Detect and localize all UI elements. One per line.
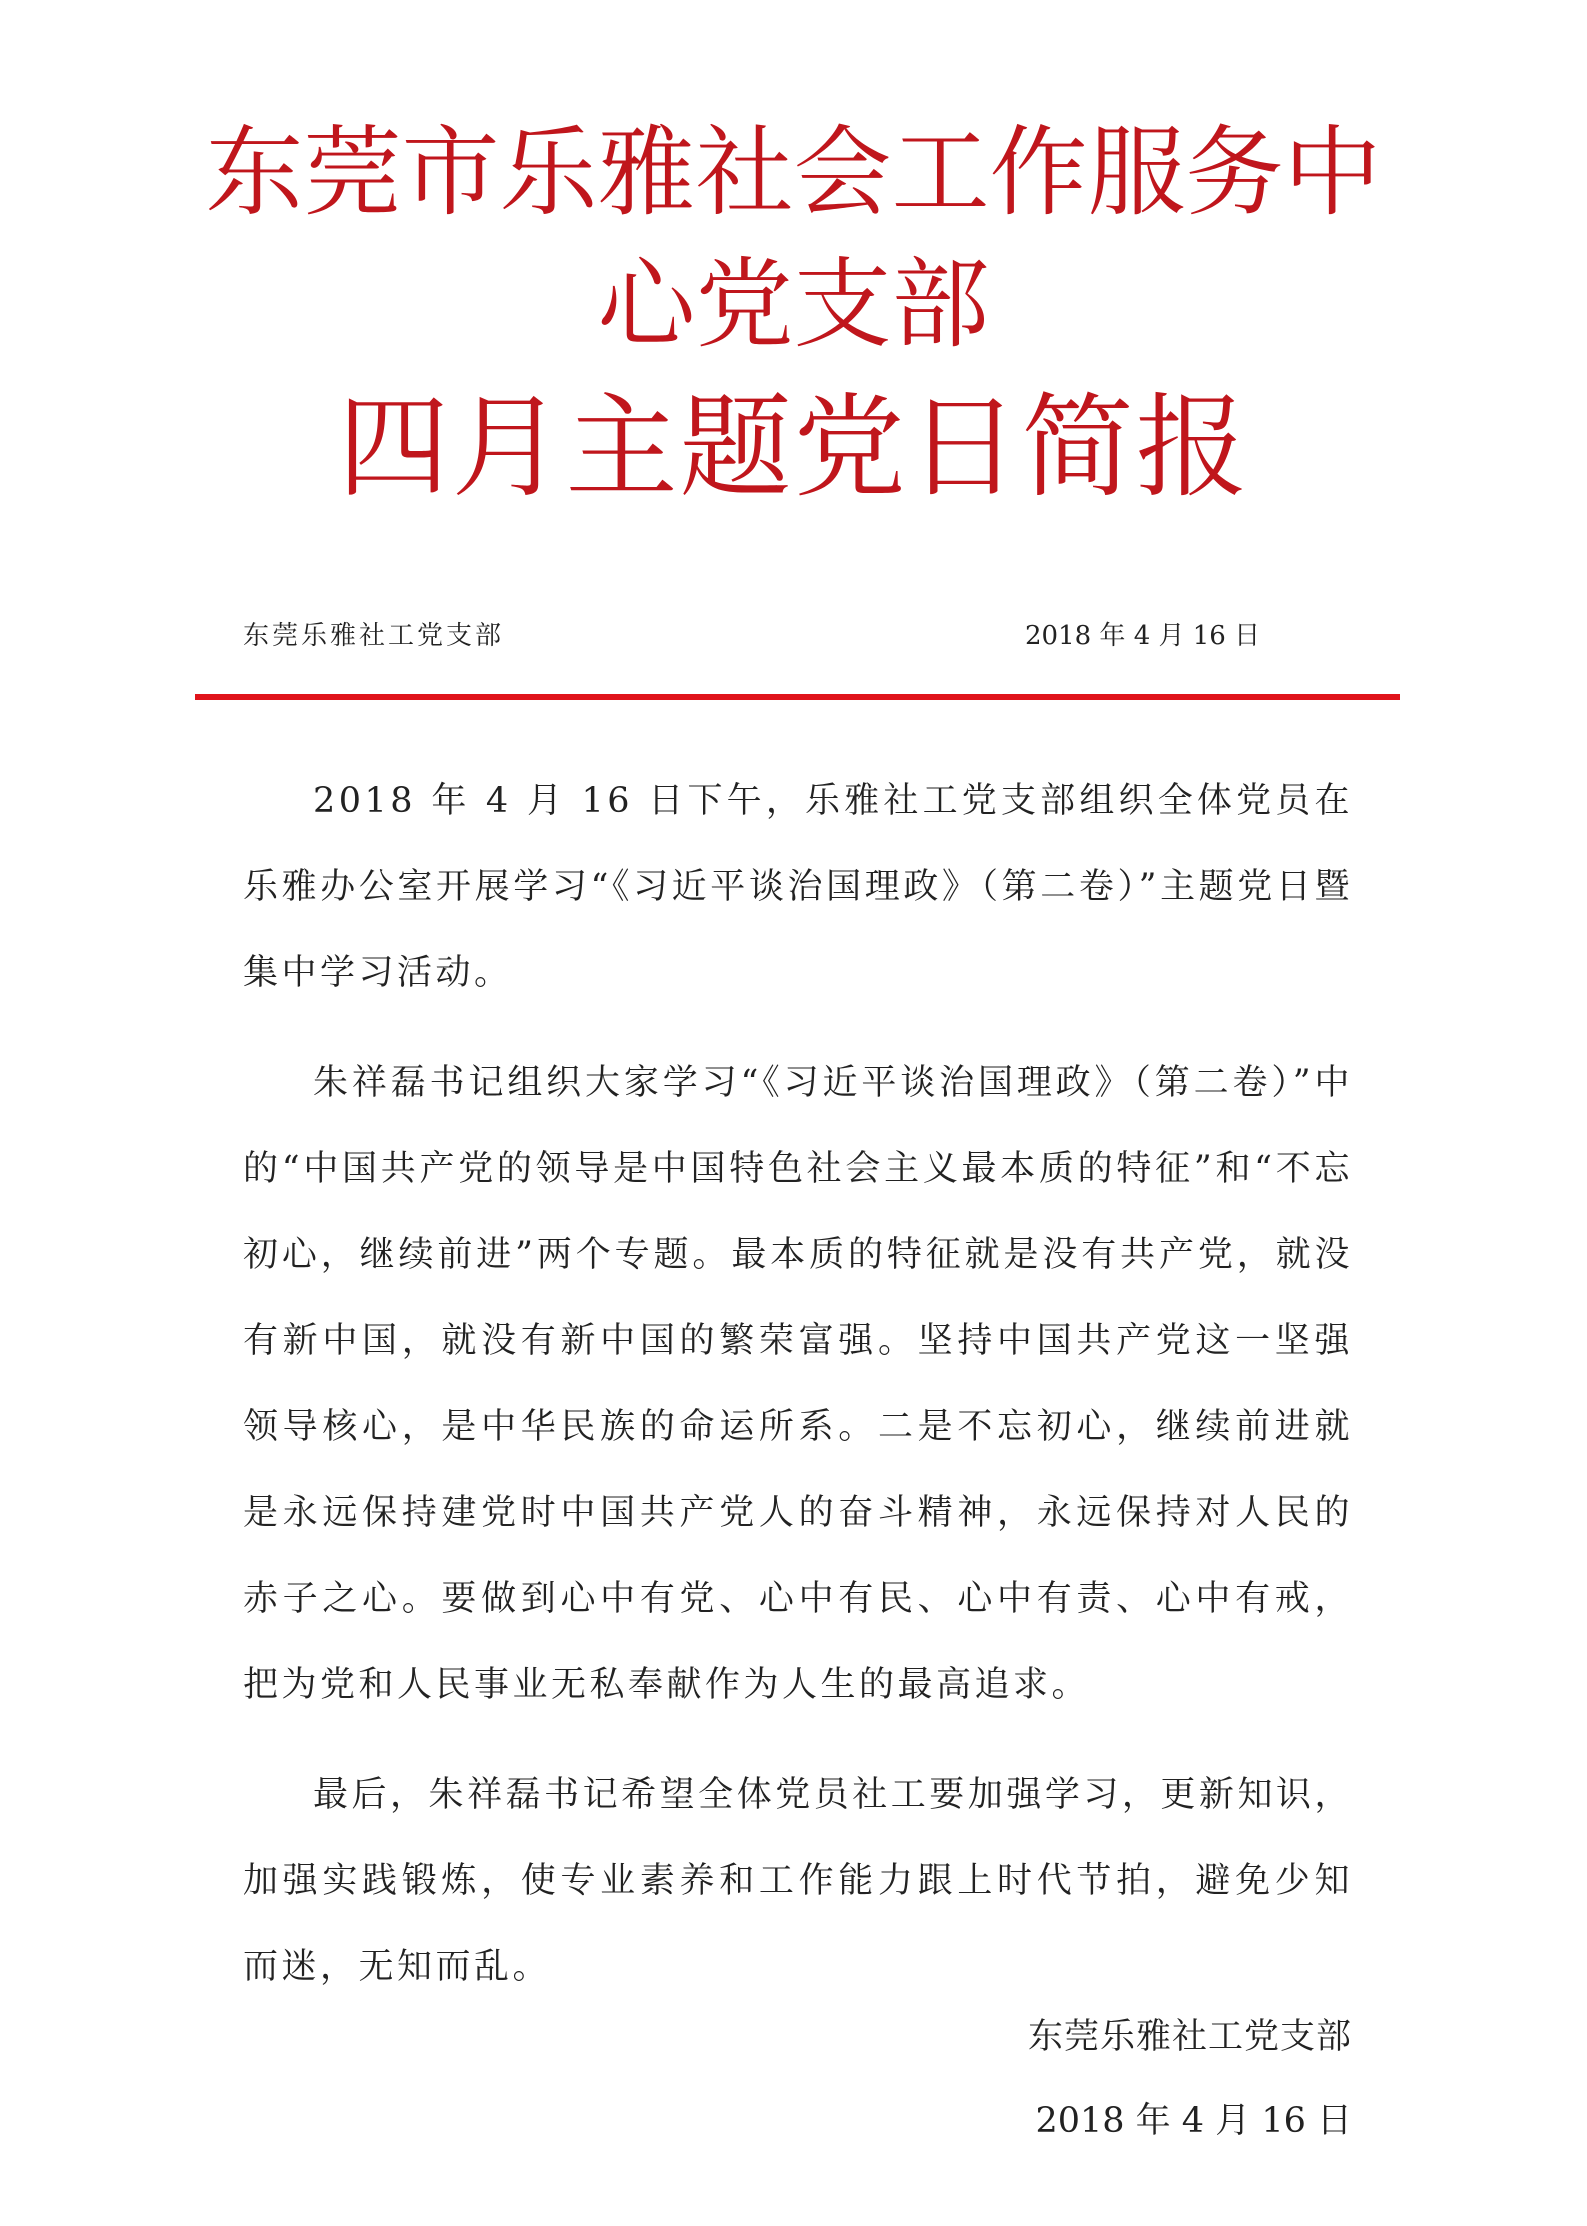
red-divider-line xyxy=(195,694,1400,700)
body-paragraph-3: 最后，朱祥磊书记希望全体党员社工要加强学习，更新知识，加强实践锻炼，使专业素养和工作能力跟上时代节拍，避免少知而迷，无知而乱。 xyxy=(243,1775,1353,1987)
organization-name-line-2: 心党支部 xyxy=(597,248,990,362)
issuer-label: 东莞乐雅社工党支部 xyxy=(243,621,505,651)
report-body xyxy=(243,758,1353,2034)
body-paragraph-1: 2018 年 4 月 16 日下午，乐雅社工党支部组织全体党员在乐雅办公室开展学习“《习近平谈治国理政》（第二卷）”主题党日暨集中学习活动。 xyxy=(243,781,1353,993)
document-title: 四月主题党日简报 xyxy=(337,383,1250,513)
signature-date: 2018 年 4 月 16 日 xyxy=(1035,2101,1352,2141)
signature-issuer: 东莞乐雅社工党支部 xyxy=(1027,2017,1352,2057)
body-paragraph-2: 朱祥磊书记组织大家学习“《习近平谈治国理政》（第二卷）”中的“中国共产党的领导是中国特色社会主义最本质的特征”和“不忘初心，继续前进”两个专题。最本质的特征就是没有共产党，就没有新中国，就没有新中国的繁荣富强。坚持中国共产党这一坚强领导核心，是中华民族的命运所系。二是不忘初心，继续前进就是永远保持建党时中国共产党人的奋斗精神，永远保持对人民的赤子之心。要做到心中有党、心中有民、心中有责、心中有戒，把为党和人民事业无私奉献作为人生的最高追求。 xyxy=(243,1063,1353,1705)
organization-name-line-1: 东莞市乐雅社会工作服务中 xyxy=(205,116,1382,230)
issue-date: 2018 年 4 月 16 日 xyxy=(1025,621,1261,651)
